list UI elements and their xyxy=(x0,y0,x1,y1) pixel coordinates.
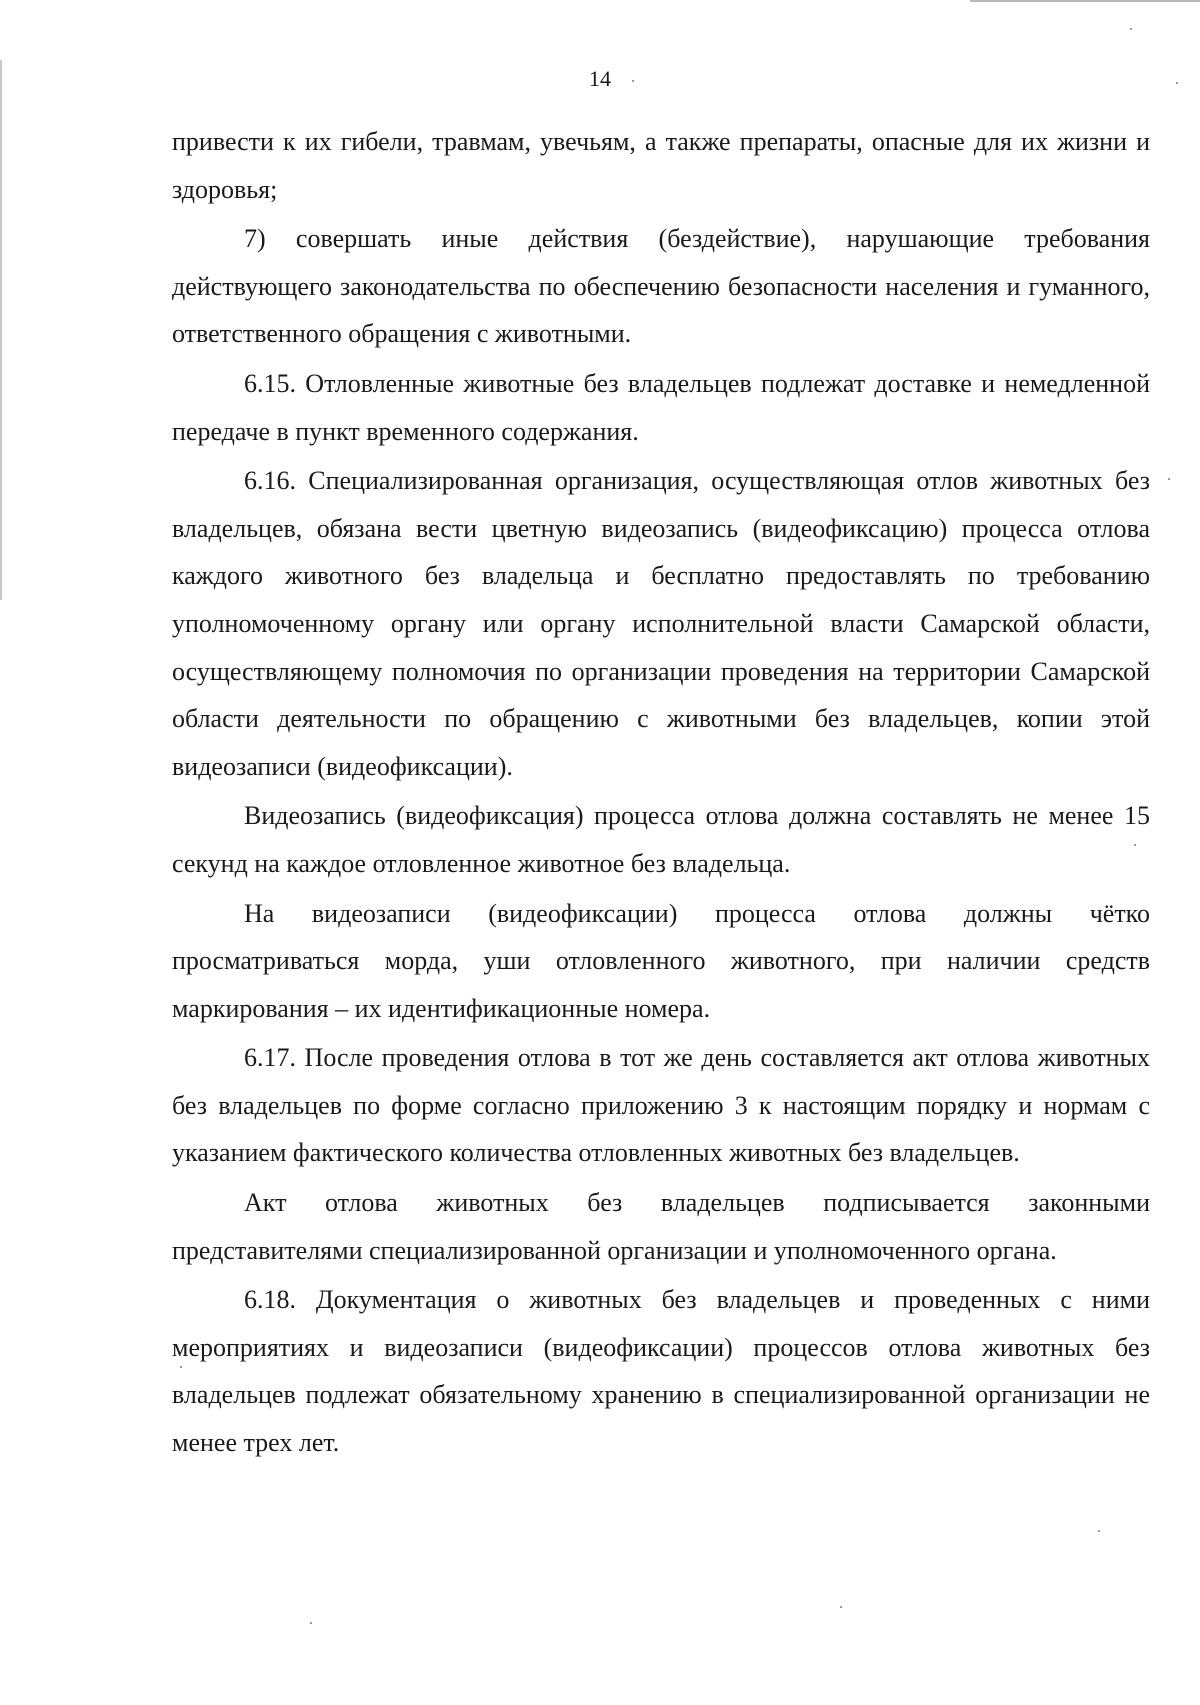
scan-speck xyxy=(1168,478,1170,480)
document-body xyxy=(172,118,1150,1469)
scan-speck xyxy=(1176,82,1178,84)
scan-edge-left xyxy=(0,60,2,600)
paragraph-act-signing: Акт отлова животных без владельцев подписывается законными представителями специализированной организации и уполномоченного органа. xyxy=(172,1188,1150,1265)
scan-speck xyxy=(632,80,634,82)
paragraph-video-content: На видеозаписи (видеофиксации) процесса отлова должны чётко просматриваться морда, уши отловленного животного, при наличии средств маркирования – их идентификационные номера. xyxy=(172,898,1150,1023)
scan-speck xyxy=(1134,844,1136,846)
paragraph-6-16: 6.16. Специализированная организация, осуществляющая отлов животных без владельцев, обязана вести цветную видеозапись (видеофиксацию) процесса отлова каждого животного без владельца и бесплатно предоставлять по требованию уполномоченному органу или органу исполнительной власти Самарской области, осуществляющему полномочия по организации проведения на территории Самарской области деятельности по обращению с животными без владельцев, копии этой видеозаписи (видеофиксации). xyxy=(172,466,1150,781)
paragraph-6-17: 6.17. После проведения отлова в тот же день составляется акт отлова животных без владельцев по форме согласно приложению 3 к настоящим порядку и нормам с указанием фактического количества отловленных животных без владельцев. xyxy=(172,1043,1150,1168)
paragraph-item-7: 7) совершать иные действия (бездействие), нарушающие требования действующего законодательства по обеспечению безопасности населения и гуманного, ответственного обращения с животными. xyxy=(172,224,1150,349)
scan-speck xyxy=(840,1606,842,1608)
scan-speck xyxy=(310,1622,312,1624)
paragraph-continuation: привести к их гибели, травмам, увечьям, а также препараты, опасные для их жизни и здоровья; xyxy=(172,127,1150,204)
scan-speck xyxy=(180,1366,182,1368)
page-number: 14 xyxy=(589,66,611,91)
paragraph-video-duration: Видеозапись (видеофиксация) процесса отлова должна составлять не менее 15 секунд на каждое отловленное животное без владельца. xyxy=(172,801,1150,878)
scan-speck xyxy=(1098,1530,1100,1532)
scan-edge-top xyxy=(970,0,1200,2)
scan-speck xyxy=(1130,28,1132,30)
paragraph-6-18: 6.18. Документация о животных без владельцев и проведенных с ними мероприятиях и видеозаписи (видеофиксации) процессов отлова животных без владельцев подлежат обязательному хранению в специализированной организации не менее трех лет. xyxy=(172,1285,1150,1458)
paragraph-6-15: 6.15. Отловленные животные без владельцев подлежат доставке и немедленной передаче в пункт временного содержания. xyxy=(172,368,1150,446)
